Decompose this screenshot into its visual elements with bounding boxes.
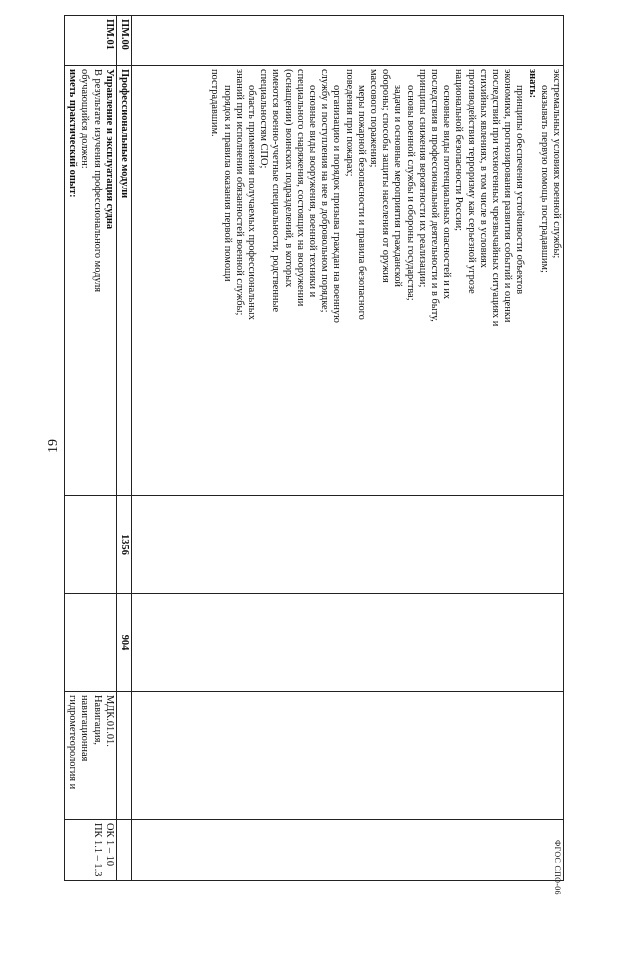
pm01-description xyxy=(64,66,116,496)
pm01-hours-class-empty xyxy=(64,594,116,692)
description-line: принципы снижения вероятности их реализации; xyxy=(416,69,428,288)
code-cell-empty xyxy=(132,16,564,66)
pm01-title: Управление и эксплуатация судна xyxy=(103,69,115,230)
pm00-competencies-empty xyxy=(116,820,131,881)
description-line: знаний при исполнении обязанностей военной службы; xyxy=(233,69,245,316)
description-line: массового поражения; xyxy=(367,69,379,168)
pm00-hours-class: 904 xyxy=(116,594,131,692)
description-line: службу и поступления на нее в добровольном порядке; xyxy=(319,69,331,313)
description-line: специальностям СПО; xyxy=(258,69,270,169)
description-line: поведения при пожарах; xyxy=(343,69,355,177)
description-line: последствия в профессиональной деятельности и в быту, xyxy=(428,69,440,322)
description-line: меры пожарной безопасности и правила безопасного xyxy=(355,85,367,320)
pm00-hours-max: 1356 xyxy=(116,496,131,594)
pm01-code: ПМ.01 xyxy=(64,16,116,66)
pm01-lines xyxy=(66,69,103,492)
description-line: (оснащении) воинских подразделений, в которых xyxy=(282,69,294,288)
pm00-mdk-empty xyxy=(116,692,131,820)
description-line: основные виды вооружения, военной техники и xyxy=(306,85,318,298)
mdk-cell-empty xyxy=(132,692,564,820)
class-hours-cell-empty xyxy=(132,594,564,692)
footer-code: ФГОС СПО-06 xyxy=(553,840,562,895)
description-line: обороны; способы защиты населения от оружия xyxy=(380,69,392,283)
page-number: 19 xyxy=(46,439,61,453)
pm01-description-line: В результате изучения профессионального модуля xyxy=(91,69,103,293)
mdk-line: Навигация, xyxy=(91,695,103,745)
max-hours-cell-empty xyxy=(132,496,564,594)
description-line: оказывать первую помощь пострадавшим; xyxy=(538,85,550,273)
description-line: национальной безопасности России; xyxy=(453,69,465,232)
description-line: имеются военно-учетные специальности, родственные xyxy=(270,69,282,313)
competency-line: ОК 1 – 10 xyxy=(103,823,115,867)
description-line: организацию и порядок призыва граждан на военную xyxy=(331,85,343,323)
mdk-lines xyxy=(66,695,115,816)
description-line: пострадавшим. xyxy=(209,69,221,137)
pm01-description-line: иметь практический опыт: xyxy=(67,69,79,198)
competencies-lines xyxy=(90,823,114,877)
table-row-pm01 xyxy=(64,16,116,881)
pm00-code: ПМ.00 xyxy=(116,16,131,66)
mdk-line: навигационная xyxy=(79,695,91,762)
table-row-previous xyxy=(132,16,564,881)
competency-line: ПК 1.1 – 1.3 xyxy=(91,823,103,877)
mdk-line: МДК.01.01. xyxy=(103,695,115,747)
description-line: основные виды потенциальных опасностей и их xyxy=(441,85,453,300)
description-line: порядок и правила оказания первой помощи xyxy=(221,85,233,282)
description-line: экстремальных условиях военной службы; xyxy=(551,69,562,259)
pm01-mdk xyxy=(64,692,116,820)
description-line: специального снаряжения, состоящих на вооружении xyxy=(294,69,306,307)
description-lines xyxy=(208,69,562,492)
description-line: экономики, прогнозирования развития событий и оценки xyxy=(502,69,514,323)
description-line: основы военной службы и обороны государства; xyxy=(404,85,416,301)
table-row-pm00 xyxy=(116,16,131,881)
description-line: последствий при техногенных чрезвычайных ситуациях и xyxy=(489,69,501,327)
description-line: принципы обеспечения устойчивости объектов xyxy=(514,85,526,295)
curriculum-table xyxy=(64,15,564,881)
pm01-description-line: обучающийся должен: xyxy=(79,69,91,169)
pm01-competencies xyxy=(64,820,116,881)
mdk-line: гидрометеорология и xyxy=(67,695,79,790)
description-line: стихийных явлениях, в том числе в условиях xyxy=(477,69,489,269)
description-line: область применения получаемых профессиональных xyxy=(245,85,257,320)
description-line: задачи и основные мероприятия гражданской xyxy=(392,85,404,287)
pm00-title: Профессиональные модули xyxy=(116,66,131,496)
pm01-hours-max-empty xyxy=(64,496,116,594)
competencies-cell-empty xyxy=(132,820,564,881)
description-line: противодействия терроризму как серьезной угрозе xyxy=(465,69,477,294)
description-cell xyxy=(132,66,564,496)
description-line: знать: xyxy=(526,69,538,99)
rotated-page xyxy=(69,15,564,880)
